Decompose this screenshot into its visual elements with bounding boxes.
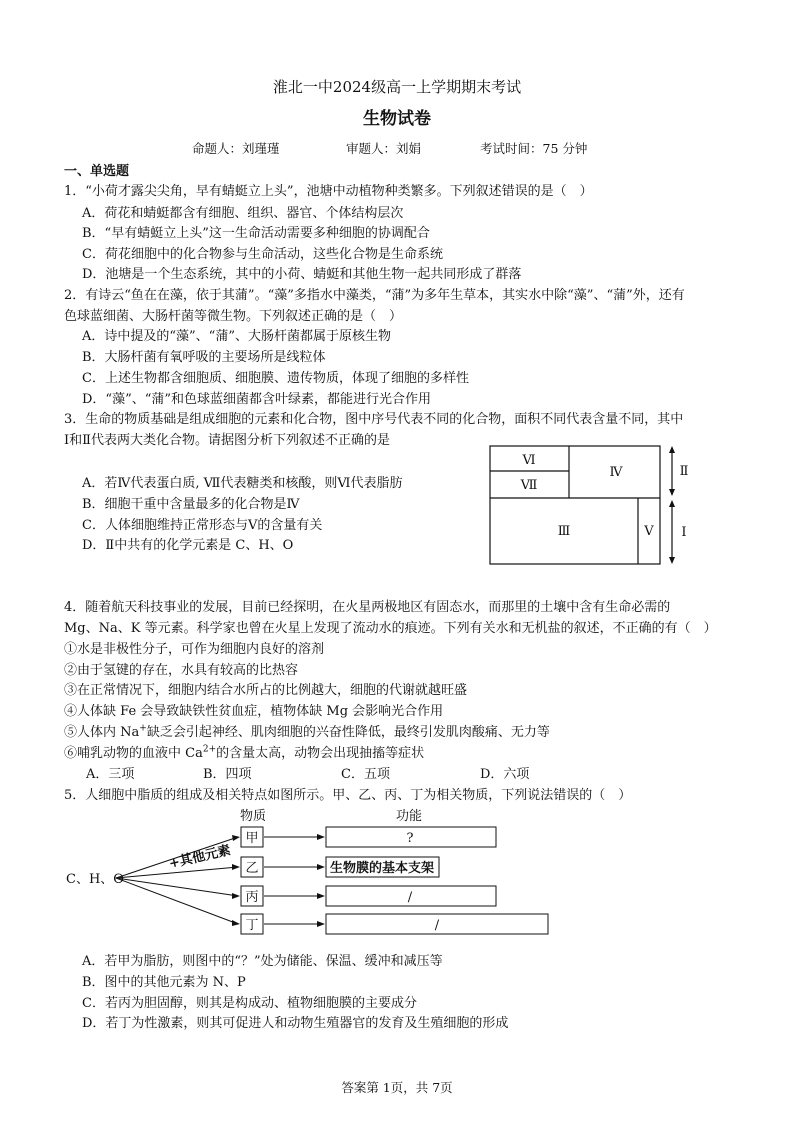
lipid-diagram <box>60 806 560 942</box>
q5-option-a: A．若甲为脂肪，则图中的“？”处为储能、保温、缓冲和减压等 <box>82 954 443 969</box>
function-bing: / <box>407 890 413 905</box>
q2-option-d: D．“藻”、“蒲”和色球蓝细菌都含叶绿素，都能进行光合作用 <box>82 392 432 407</box>
exam-time: 考试时间：75 分钟 <box>480 141 588 156</box>
paper-subtitle: 生物试卷 <box>363 109 431 129</box>
q5-option-d: D．若丁为性激素，则其可促进人和动物生殖器官的发育及生殖细胞的形成 <box>82 1016 509 1031</box>
root-elements: C、H、O <box>66 872 124 887</box>
compound-area-diagram <box>488 444 698 570</box>
label-vii: Ⅶ <box>520 478 538 493</box>
label-iii: Ⅲ <box>557 524 571 539</box>
exam-title: 淮北一中2024级高一上学期期末考试 <box>272 78 522 96</box>
section-heading: 一、单选题 <box>64 164 130 179</box>
q5-stem: 5．人细胞中脂质的组成及相关特点如图所示。甲、乙、丙、丁为相关物质，下列说法错误的（ ） <box>64 788 632 803</box>
q4-stem-line2: Mg、Na、K 等元素。科学家也曾在火星上发现了流动水的痕迹。下列有关水和无机盐的叙述，不正确的有（ ） <box>64 621 717 636</box>
diagram-outer-box <box>490 446 660 564</box>
q3-option-c: C．人体细胞维持正常形态与Ⅴ的含量有关 <box>82 518 323 533</box>
statement-5-part: ⑤人体内 Na <box>64 725 140 740</box>
q3-option-a: A．若Ⅳ代表蛋白质, Ⅶ代表糖类和核酸，则Ⅵ代表脂肪 <box>82 476 403 491</box>
q1-option-a: A．荷花和蜻蜓都含有细胞、组织、器官、个体结构层次 <box>82 206 404 221</box>
q4-statement-1: ①水是非极性分子，可作为细胞内良好的溶剂 <box>64 642 325 657</box>
q3-option-d: D．Ⅱ中共有的化学元素是 C、H、O <box>82 538 294 553</box>
function-yi: 生物膜的基本支架 <box>329 861 435 876</box>
q3-stem-line2: Ⅰ和Ⅱ代表两大类化合物。请据图分析下列叙述不正确的是 <box>64 433 390 448</box>
ion-charge: 2+ <box>202 744 217 755</box>
q2-option-a: A．诗中提及的“藻”、“蒲”、大肠杆菌都属于原核生物 <box>82 329 391 344</box>
statement-6-part: ⑥哺乳动物的血液中 Ca <box>64 746 203 761</box>
q5-option-b: B．图中的其他元素为 N、P <box>82 975 246 990</box>
substance-ding: 丁 <box>245 918 259 933</box>
label-vi: Ⅵ <box>522 453 536 468</box>
arrow-up-icon <box>669 500 675 507</box>
col-header-function: 功能 <box>396 809 423 824</box>
label-ii: Ⅱ <box>679 464 689 479</box>
substance-yi: 乙 <box>245 861 259 876</box>
arrow-right-icon <box>232 893 240 899</box>
q1-option-c: C．荷花细胞中的化合物参与生命活动，这些化合物是生命系统 <box>82 247 443 262</box>
q1-option-b: B．“早有蜻蜓立上头”这一生命活动需要多种细胞的协调配合 <box>82 226 430 241</box>
arrow-up-icon <box>669 446 675 453</box>
q4-statement-3: ③在正常情况下，细胞内结合水所占的比例越大，细胞的代谢就越旺盛 <box>64 683 468 698</box>
label-i: Ⅰ <box>681 525 687 540</box>
arrow-down-icon <box>669 557 675 564</box>
q1-stem: 1．“小荷才露尖尖角，早有蜻蜓立上头”，池塘中动植物种类繁多。下列叙述错误的是（ ） <box>64 184 593 199</box>
function-ding: / <box>434 918 440 933</box>
function-jia: ? <box>406 831 414 846</box>
connector <box>116 878 238 896</box>
statement-6-part: 的含量太高，动物会出现抽搐等症状 <box>216 746 425 761</box>
q1-option-d: D．池塘是一个生态系统，其中的小荷、蜻蜓和其他生物一起共同形成了群落 <box>82 267 522 282</box>
arrow-right-icon <box>317 864 325 870</box>
arrow-right-icon <box>317 921 325 927</box>
q3-option-b: B．细胞干重中含量最多的化合物是Ⅳ <box>82 497 300 512</box>
reviewer: 审题人：刘娟 <box>346 141 422 156</box>
arrow-right-icon <box>232 835 240 841</box>
q2-stem-line2: 色球蓝细菌、大肠杆菌等微生物。下列叙述正确的是（ ） <box>64 309 403 324</box>
q5-option-c: C．若丙为胆固醇，则其是构成动、植物细胞膜的主要成分 <box>82 996 417 1011</box>
q3-stem-line1: 3．生命的物质基础是组成细胞的元素和化合物，图中序号代表不同的化合物，面积不同代表含量不同，其中 <box>64 412 684 427</box>
arrow-right-icon <box>317 893 325 899</box>
arrow-right-icon <box>232 864 240 870</box>
substance-bing: 丙 <box>245 890 259 905</box>
substance-jia: 甲 <box>245 831 259 846</box>
q4-option-d: D．六项 <box>480 767 530 782</box>
arrow-right-icon <box>317 834 325 840</box>
label-iv: Ⅳ <box>609 465 623 480</box>
q4-stem-line1: 4．随着航天科技事业的发展，目前已经探明，在火星两极地区有固态水，而那里的土壤中含有生命必需的 <box>64 600 671 615</box>
statement-5-part: 缺乏会引起神经、肌肉细胞的兴奋性降低，最终引发肌肉酸痛、无力等 <box>146 725 550 740</box>
q4-option-b: B．四项 <box>203 767 252 782</box>
q4-option-a: A．三项 <box>86 767 135 782</box>
q2-option-b: B．大肠杆菌有氧呼吸的主要场所是线粒体 <box>82 350 326 365</box>
page-number: 答案第 1页，共 7页 <box>341 1080 453 1095</box>
ion-charge: + <box>139 723 147 734</box>
q4-statement-2: ②由于氢键的存在，水具有较高的比热容 <box>64 663 299 678</box>
arrow-right-icon <box>232 920 240 926</box>
q4-statement-5 <box>64 721 550 740</box>
label-v: Ⅴ <box>644 524 654 539</box>
arrow-down-icon <box>669 489 675 496</box>
q4-option-c: C．五项 <box>341 767 390 782</box>
q2-stem-line1: 2．有诗云“鱼在在藻，依于其蒲”。“藻”多指水中藻类，“蒲”为多年生草本，其实水中除“藻”、“蒲”外，还有 <box>64 288 685 303</box>
col-header-substance: 物质 <box>240 809 267 824</box>
connector <box>116 878 238 924</box>
q2-option-c: C．上述生物都含细胞质、细胞膜、遗传物质，体现了细胞的多样性 <box>82 371 469 386</box>
other-elements-label: +其他元素 <box>167 843 233 872</box>
q4-statement-6 <box>64 742 424 761</box>
q4-statement-4: ④人体缺 Fe 会导致缺铁性贫血症，植物体缺 Mg 会影响光合作用 <box>64 704 444 719</box>
author: 命题人：刘瑾瑾 <box>192 141 280 156</box>
